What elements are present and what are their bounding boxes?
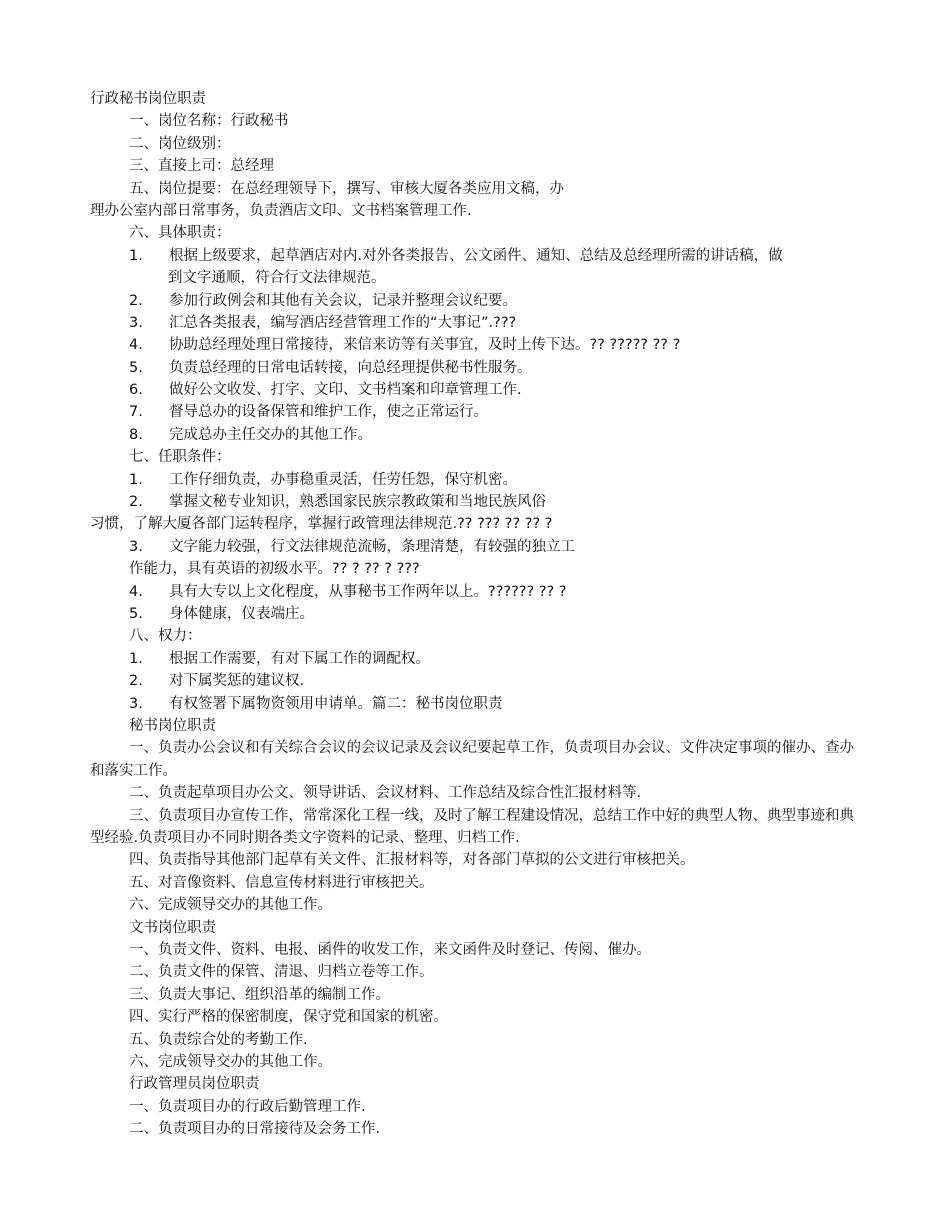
list-item	[0, 648, 950, 670]
item-text: 根据工作需要，有对下属工作的调配权。	[169, 650, 430, 667]
item-text: 掌握文秘专业知识，熟悉国家民族宗教政策和当地民族风俗	[169, 494, 546, 511]
item-text: 文字能力较强，行文法律规范流畅，条理清楚，有较强的独立工	[169, 538, 575, 555]
section-title: 秘书岗位职责	[129, 717, 216, 734]
item-number: 4.	[129, 337, 143, 354]
list-item	[0, 491, 950, 513]
list-item	[0, 693, 950, 715]
item-number: 3.	[129, 314, 143, 331]
item-number: 1.	[129, 650, 143, 667]
section-line: 五、岗位提要：在总经理领导下，撰写、审核大厦各类应用文稿，办	[129, 180, 564, 197]
list-item	[0, 670, 950, 692]
item-text: 督导总办的设备保管和维护工作，使之正常运行。	[169, 404, 488, 421]
list-item	[0, 290, 950, 312]
item-text: 对下属奖惩的建议权.	[169, 673, 305, 690]
section-title: 行政管理员岗位职责	[129, 1076, 260, 1093]
item-number: 6.	[129, 382, 143, 399]
list-item	[0, 581, 950, 603]
item-text-cont: 到文字通顺，符合行文法律规范。	[168, 270, 386, 287]
item-number: 1.	[129, 471, 143, 488]
item-number: 2.	[129, 673, 143, 690]
list-item	[0, 245, 950, 267]
item-number: 8.	[129, 426, 143, 443]
section-line: 二、岗位级别：	[129, 135, 231, 152]
paragraph: 一、负责项目办的行政后勤管理工作.	[129, 1098, 366, 1115]
item-text-cont: 习惯，了解大厦各部门运转程序，掌握行政管理法律规范.?? ??? ?? ?? ?	[90, 516, 553, 533]
doc-title: 行政秘书岗位职责	[90, 91, 206, 107]
section-heading: 七、任职条件：	[129, 449, 231, 466]
section-line-cont: 理办公室内部日常事务，负责酒店文印、文书档案管理工作.	[90, 202, 472, 219]
list-item	[0, 357, 950, 379]
document-page	[0, 88, 950, 1140]
section-heading: 六、具体职责：	[129, 225, 231, 242]
paragraph: 一、负责文件、资料、电报、函件的收发工作，来文函件及时登记、传阅、催办。	[129, 941, 651, 958]
item-text: 汇总各类报表，编写酒店经营管理工作的“大事记”.???	[169, 314, 517, 331]
section-line: 一、岗位名称：行政秘书	[129, 113, 289, 130]
paragraph: 四、负责指导其他部门起草有关文件、汇报材料等，对各部门草拟的公文进行审核把关。	[129, 852, 695, 869]
list-item	[0, 401, 950, 423]
list-item	[0, 536, 950, 558]
section-title: 文书岗位职责	[129, 919, 216, 936]
list-item	[0, 312, 950, 334]
item-text: 参加行政例会和其他有关会议，记录并整理会议纪要。	[169, 292, 517, 309]
paragraph: 一、负责办公会议和有关综合会议的会议记录及会议纪要起草工作，负责项目办会议、文件决定事项的催办、查办和落实工作。	[90, 740, 854, 779]
list-item	[0, 424, 950, 446]
item-text: 身体健康，仪表端庄。	[169, 605, 314, 622]
item-text: 协助总经理处理日常接待，来信来访等有关事宜，及时上传下达。?? ????? ?? ?	[169, 337, 681, 354]
item-text: 完成总办主任交办的其他工作。	[169, 426, 372, 443]
paragraph: 五、对音像资料、信息宣传材料进行审核把关。	[129, 874, 434, 891]
list-item	[0, 334, 950, 356]
item-text: 负责总经理的日常电话转接，向总经理提供秘书性服务。	[169, 359, 532, 376]
item-number: 2.	[129, 494, 143, 511]
section-line: 三、直接上司：总经理	[129, 158, 274, 175]
paragraph: 二、负责起草项目办公文、领导讲话、会议材料、工作总结及综合性汇报材料等.	[129, 785, 642, 802]
item-text: 有权签署下属物资领用申请单。篇二：秘书岗位职责	[169, 695, 503, 712]
list-item	[0, 379, 950, 401]
paragraph: 二、负责文件的保管、清退、归档立卷等工作。	[129, 964, 434, 981]
item-text: 工作仔细负责，办事稳重灵活，任劳任怨，保守机密。	[169, 471, 517, 488]
paragraph: 六、完成领导交办的其他工作。	[129, 1053, 332, 1070]
list-item	[0, 469, 950, 491]
item-number: 1.	[129, 247, 143, 264]
paragraph: 三、负责大事记、组织沿革的编制工作。	[129, 986, 390, 1003]
item-number: 7.	[129, 404, 143, 421]
item-text: 根据上级要求，起草酒店对内.对外各类报告、公文函件、通知、总结及总经理所需的讲话稿，做	[169, 247, 783, 264]
item-number: 4.	[129, 583, 143, 600]
paragraph: 四、实行严格的保密制度，保守党和国家的机密。	[129, 1009, 448, 1026]
section-heading: 八、权力：	[129, 628, 202, 645]
item-number: 3.	[129, 695, 143, 712]
item-text: 具有大专以上文化程度，从事秘书工作两年以上。?????? ?? ?	[169, 583, 567, 600]
item-text: 做好公文收发、打字、文印、文书档案和印章管理工作.	[169, 382, 522, 399]
list-item	[0, 603, 950, 625]
paragraph: 三、负责项目办宣传工作，常常深化工程一线，及时了解工程建设情况，总结工作中好的典型人物、典型事迹和典型经验.负责项目办不同时期各类文字资料的记录、整理、归档工作.	[90, 807, 854, 846]
item-text-cont: 作能力，具有英语的初级水平。?? ? ?? ? ???	[129, 561, 420, 578]
item-number: 5.	[129, 605, 143, 622]
paragraph: 二、负责项目办的日常接待及会务工作.	[129, 1121, 381, 1138]
paragraph: 五、负责综合处的考勤工作.	[129, 1031, 308, 1048]
paragraph: 六、完成领导交办的其他工作。	[129, 897, 332, 914]
item-number: 5.	[129, 359, 143, 376]
item-number: 3.	[129, 538, 143, 555]
item-number: 2.	[129, 292, 143, 309]
